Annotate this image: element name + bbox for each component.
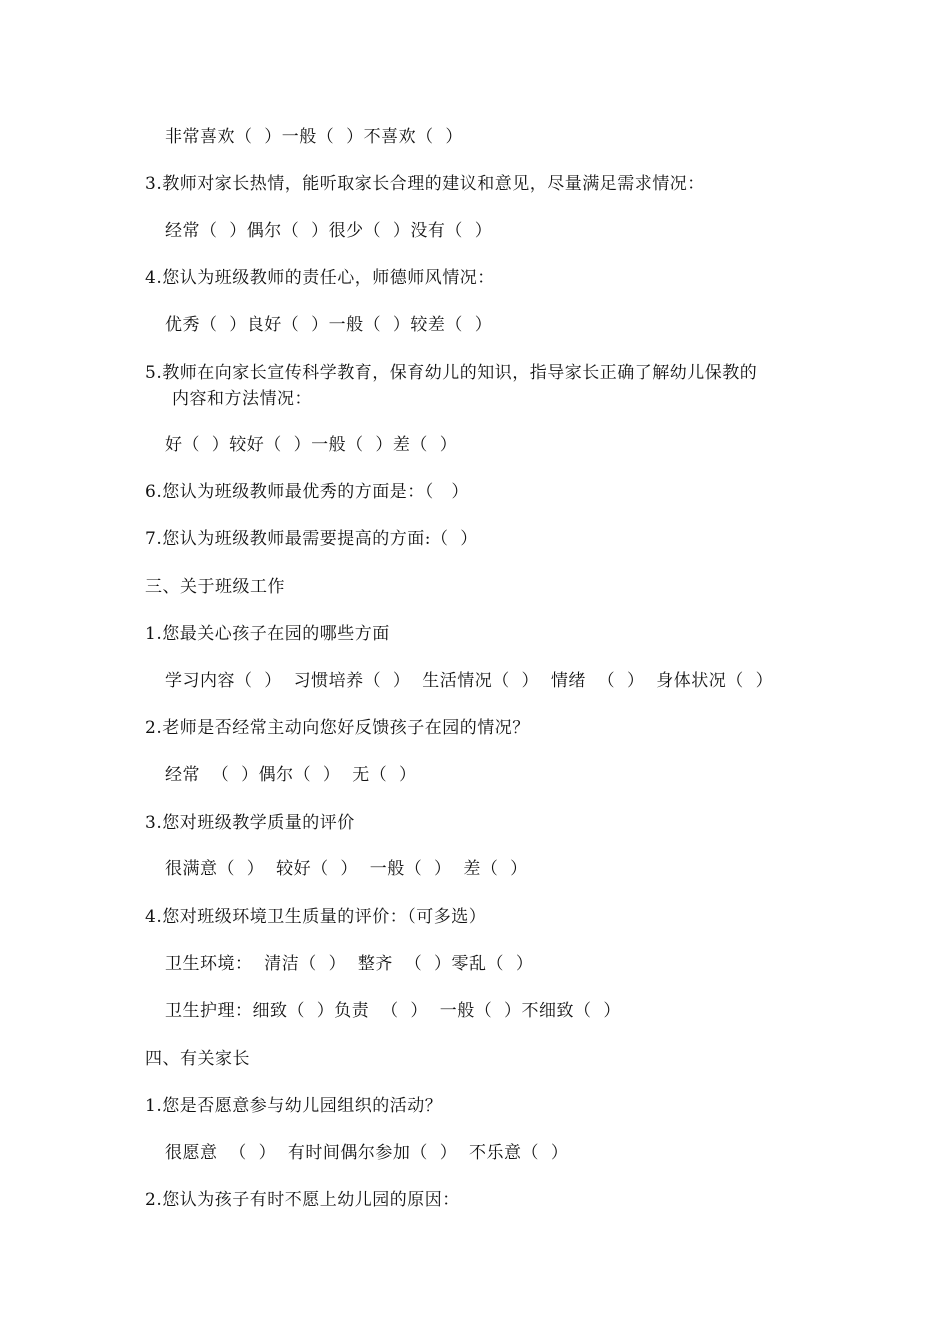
- option-line: 好（ ）较好（ ）一般（ ）差（ ）: [165, 435, 458, 455]
- question-line: 4.您对班级环境卫生质量的评价：（可多选）: [145, 907, 487, 927]
- option-line: 很满意（ ） 较好（ ） 一般（ ） 差（ ）: [165, 859, 528, 879]
- question-continuation: 内容和方法情况：: [172, 389, 312, 409]
- section-heading: 四、有关家长: [145, 1049, 250, 1069]
- option-line: 非常喜欢（ ）一般（ ）不喜欢（ ）: [165, 127, 463, 147]
- option-line: 经常 （ ）偶尔（ ） 无（ ）: [165, 765, 417, 785]
- option-line: 卫生护理：细致（ ）负责 （ ） 一般（ ）不细致（ ）: [165, 1001, 621, 1021]
- option-line: 卫生环境： 清洁（ ） 整齐 （ ）零乱（ ）: [165, 954, 534, 974]
- question-line: 4.您认为班级教师的责任心，师德师风情况：: [145, 268, 495, 288]
- option-line: 很愿意 （ ） 有时间偶尔参加（ ） 不乐意（ ）: [165, 1143, 569, 1163]
- question-line: 6.您认为班级教师最优秀的方面是：（ ）: [145, 482, 469, 502]
- section-heading: 三、关于班级工作: [145, 577, 285, 597]
- question-line: 3.教师对家长热情，能听取家长合理的建议和意见，尽量满足需求情况：: [145, 174, 705, 194]
- option-line: 优秀（ ）良好（ ）一般（ ）较差（ ）: [165, 315, 493, 335]
- question-line: 2.老师是否经常主动向您好反馈孩子在园的情况？: [145, 718, 530, 738]
- question-line: 5.教师在向家长宣传科学教育，保育幼儿的知识，指导家长正确了解幼儿保教的: [145, 363, 758, 383]
- option-line: 学习内容（ ） 习惯培养（ ） 生活情况（ ） 情绪 （ ） 身体状况（ ）: [165, 671, 774, 691]
- question-line: 1.您最关心孩子在园的哪些方面: [145, 624, 390, 644]
- question-line: 1.您是否愿意参与幼儿园组织的活动？: [145, 1096, 443, 1116]
- question-line: 2.您认为孩子有时不愿上幼儿园的原因：: [145, 1190, 460, 1210]
- option-line: 经常（ ）偶尔（ ）很少（ ）没有（ ）: [165, 221, 493, 241]
- question-line: 7.您认为班级教师最需要提高的方面:（ ）: [145, 529, 478, 549]
- question-line: 3.您对班级教学质量的评价: [145, 813, 355, 833]
